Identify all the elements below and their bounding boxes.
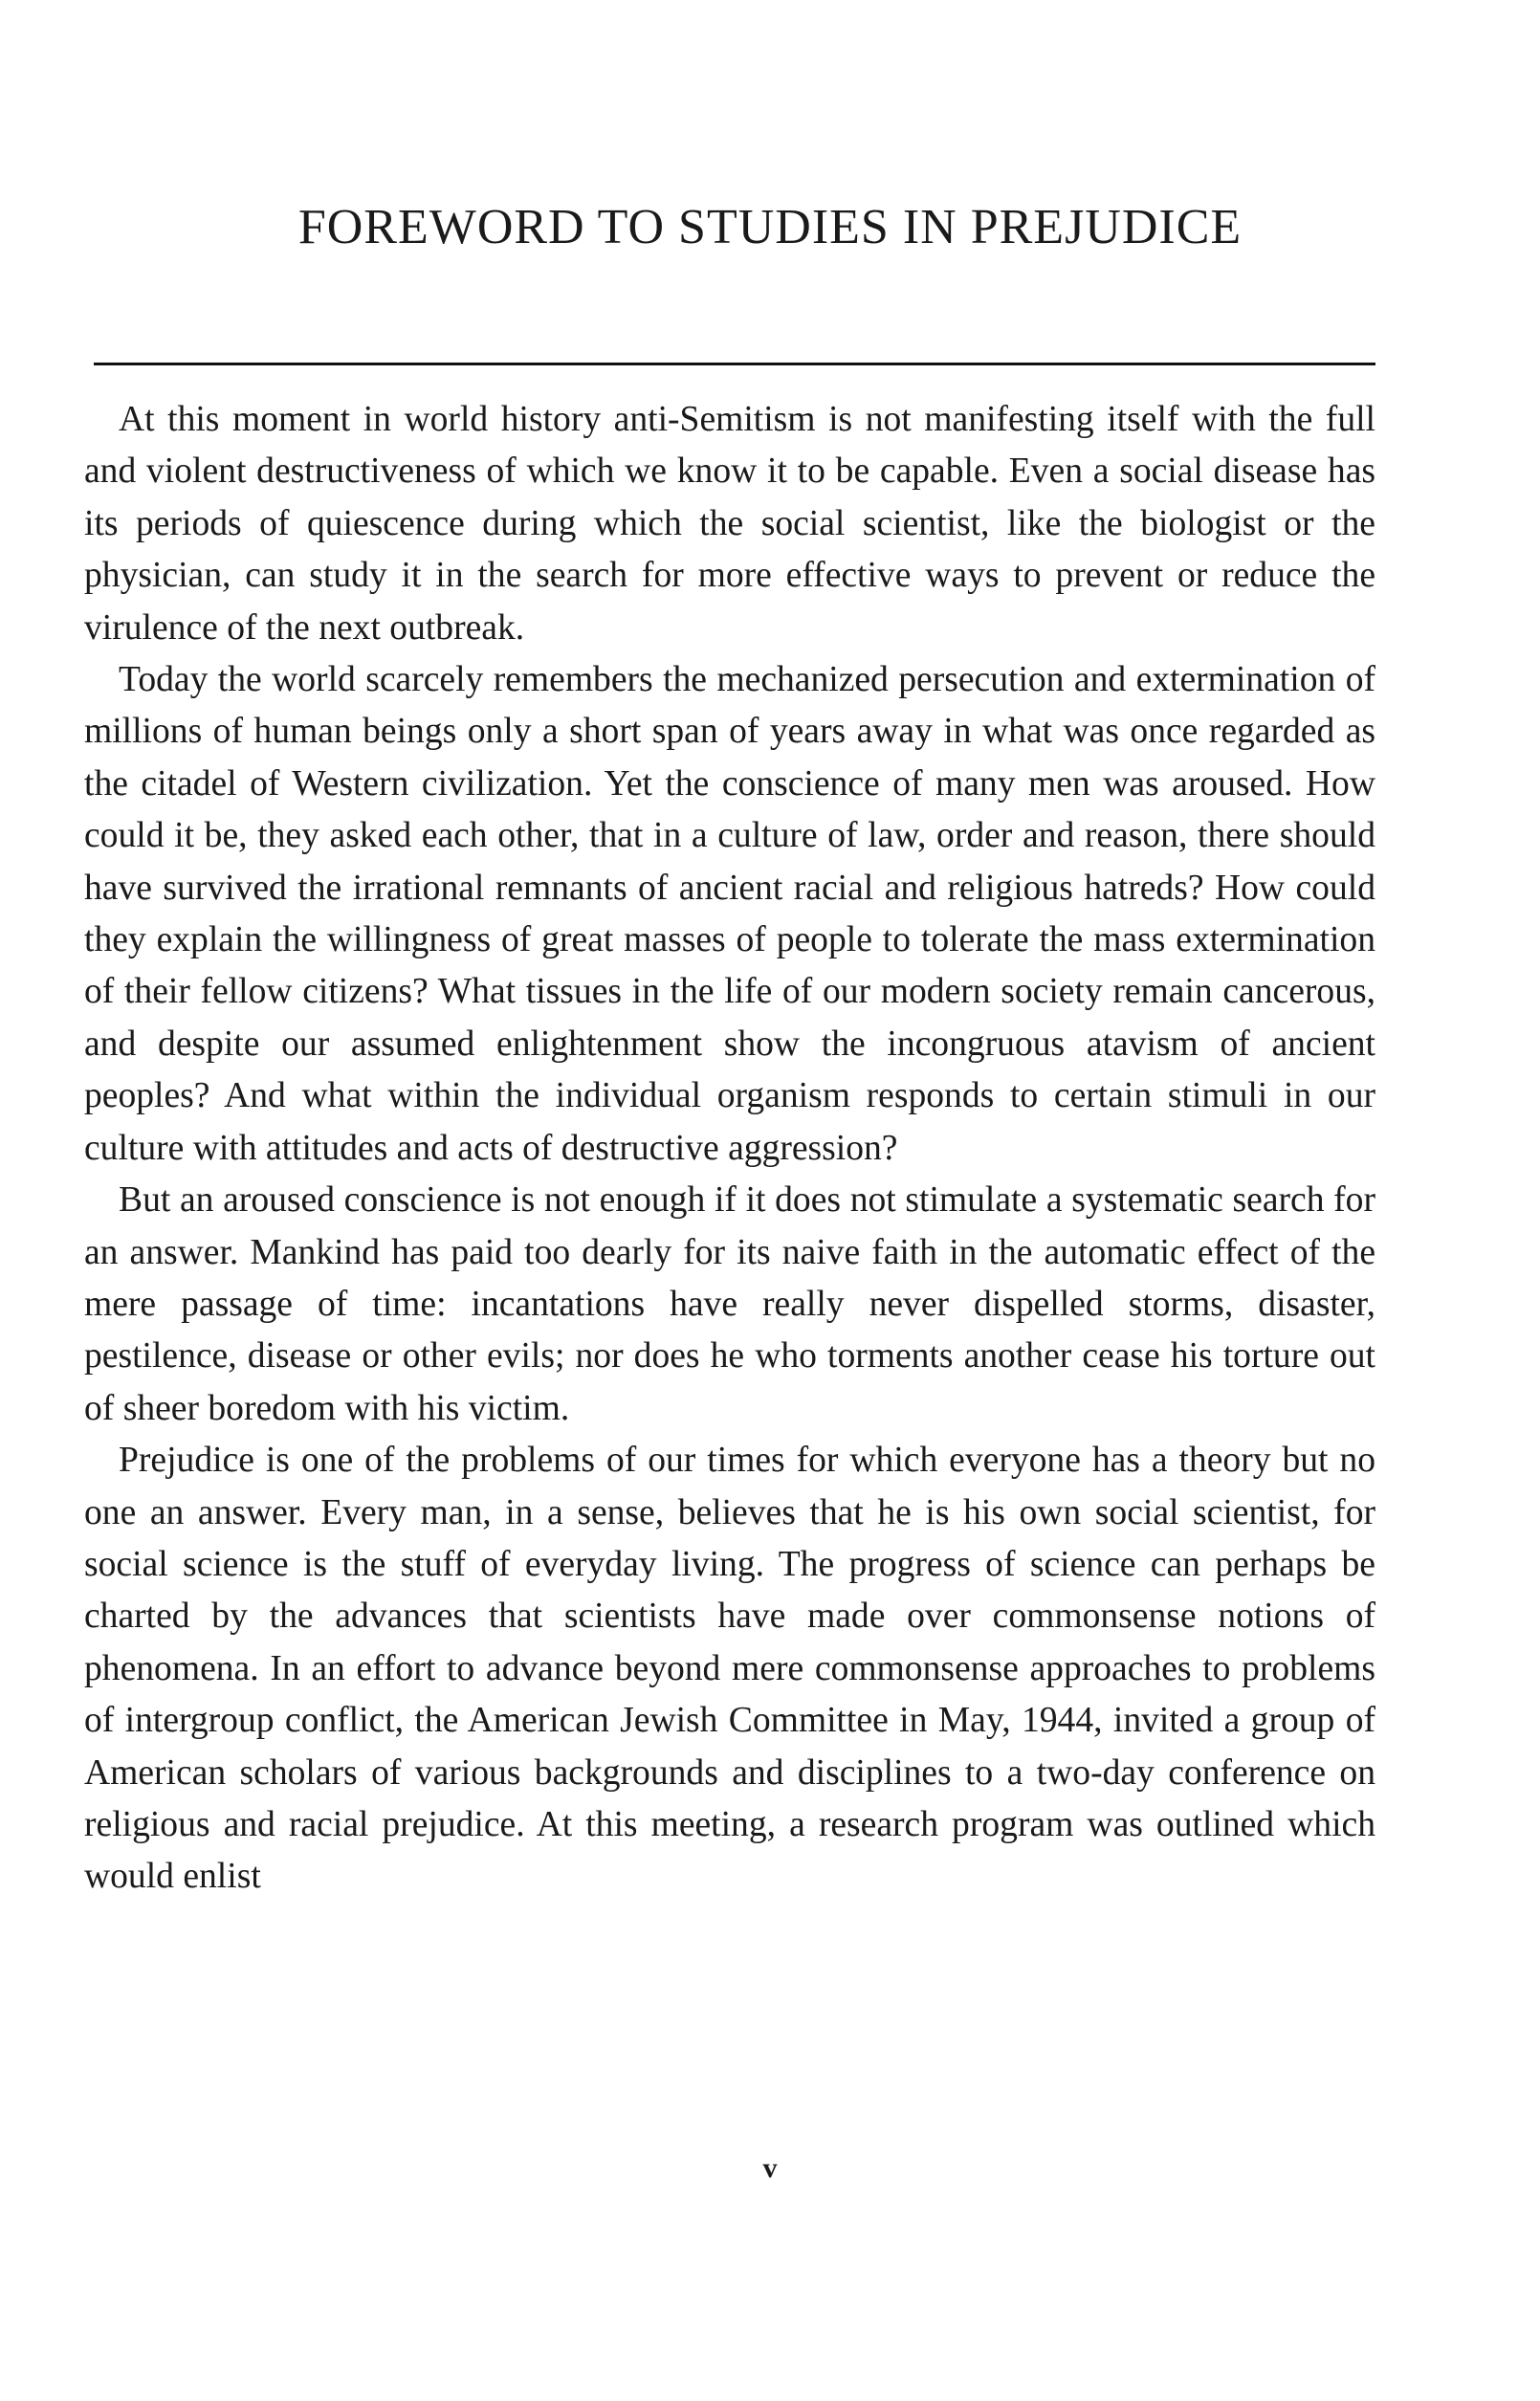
paragraph-2: Today the world scarcely remembers the mechanized persecution and extermination of millions of human beings only a short span of years away in what was once regarded as the citadel of Western civilization. Yet the conscience of many men was aroused. How could it be, they asked each other, that in a culture of law, order and reason, there should have survived the irrational remnants of ancient racial and religious hatreds? How could they explain the willingness of great masses of people to tolerate the mass extermination of their fellow citizens? What tissues in the life of our modern society remain cancerous, and despite our assumed enlightenment show the incongruous atavism of ancient peoples? And what within the individual organism responds to certain stimuli in our culture with attitudes and acts of destructive aggression?: [84, 660, 1375, 1168]
paragraph-4: Prejudice is one of the problems of our times for which everyone has a theory but no one an answer. Every man, in a sense, believes that he is his own social scientist, for social science is the stuff of everyday living. The progress of science can perhaps be charted by the advances that scientists have made over commonsense notions of phenomena. In an effort to advance beyond mere commonsense approaches to problems of intergroup conflict, the American Jewish Committee in May, 1944, invited a group of American scholars of various backgrounds and disciplines to a two-day conference on religious and racial prejudice. At this meeting, a research program was outlined which would enlist: [84, 1441, 1375, 1897]
paragraph-3: But an aroused conscience is not enough if it does not stimulate a systematic search for an answer. Mankind has paid too dearly for its naive faith in the automatic effect of the mere passage of time: incantations have really never dispelled storms, disaster, pestilence, disease or other evils; nor does he who torments another cease his torture out of sheer boredom with his victim.: [84, 1180, 1375, 1428]
page-number: v: [762, 2152, 778, 2184]
foreword-body: [84, 394, 1375, 1904]
paragraph-1: At this moment in world history anti-Semitism is not manifesting itself with the full and violent destructiveness of which we know it to be capable. Even a social disease has its periods of quiescence during which the social scientist, like the biologist or the physician, can study it in the search for more effective ways to prevent or reduce the virulence of the next outbreak.: [84, 400, 1375, 648]
page-title: FOREWORD TO STUDIES IN PREJUDICE: [297, 200, 1243, 254]
title-divider: [94, 363, 1375, 365]
